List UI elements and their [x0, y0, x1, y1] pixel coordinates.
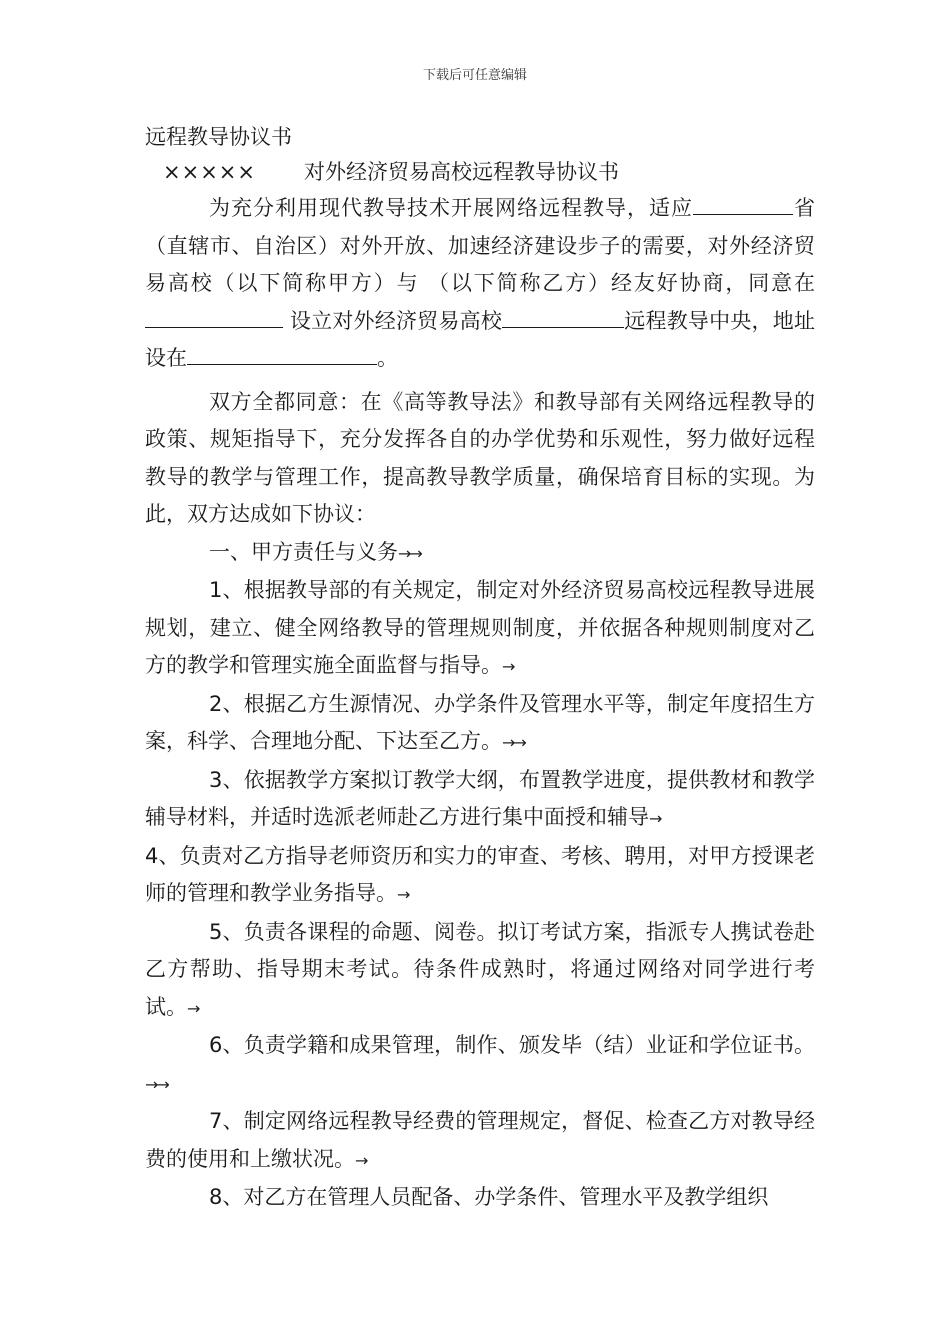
list-item: 1、根据教导部的有关规定，制定对外经济贸易高校远程教导进展规划，建立、健全网络教导的管理规则制度，并依据各种规则制度对乙方的教学和管理实施全面监督与指导。→ — [145, 578, 815, 677]
intro-part1: 为充分利用现代教导技术开展网络远程教导，适应 — [209, 196, 693, 220]
address-blank — [187, 340, 377, 365]
arrow-mark: → — [502, 657, 514, 676]
arrow-mark: → — [355, 1150, 367, 1170]
document-subtitle — [145, 154, 815, 190]
list-item: 2、根据乙方生源情况、办学条件及管理水平等，制定年度招生方案，科学、合理地分配、下达至乙方。→→ — [145, 691, 815, 753]
intro-part2: 省（直辖市、自治区）对外开放、加速经济建设步子的需要，对外经济贸易高校（以下简称甲方）与 （以下简称乙方）经友好协商，同意在 — [145, 196, 815, 295]
list-item: 3、依据教学方案拟订教学大纲，布置教学进度，提供教材和教学辅导材料，并适时选派老师赴乙方进行集中面授和辅导→ — [145, 767, 815, 829]
arrow-mark: → — [649, 809, 661, 828]
list-item: 6、负责学籍和成果管理，制作、颁发毕（结）业证和学位证书。→→ — [145, 1033, 815, 1094]
location-blank — [145, 303, 283, 328]
list-item: 4、负责对乙方指导老师资历和实力的审查、考核、聘用，对甲方授课老师的管理和教学业务指导。→ — [145, 843, 815, 905]
list-item: 7、制定网络远程教导经费的管理规定，督促、检查乙方对教导经费的使用和上缴状况。→ — [145, 1109, 815, 1171]
list-item: 8、对乙方在管理人员配备、办学条件、管理水平及教学组织 — [209, 1185, 769, 1209]
arrow-mark: →→ — [398, 543, 421, 563]
arrow-mark: → — [397, 885, 409, 904]
document-body — [145, 120, 815, 1217]
list-item: 5、负责各课程的命题、阅卷。拟订考试方案，指派专人携试卷赴乙方帮助、指导期末考试。待条件成熟时，将通过网络对同学进行考试。→ — [145, 919, 815, 1019]
arrow-mark: →→ — [145, 1074, 168, 1094]
arrow-mark: →→ — [502, 733, 525, 752]
intro-paragraph — [145, 190, 815, 378]
intro-part3: 设立对外经济贸易高校 — [283, 308, 503, 333]
agreement-paragraph: 双方全都同意：在《高等教导法》和教导部有关网络远程教导的政策、规矩指导下，充分发挥各自的办学优势和乐观性，努力做好远程教导的教学与管理工作，提高教导教学质量，确保培育目标的实现。为此，双方达成如下协议： — [145, 389, 815, 526]
subtitle-text: 对外经济贸易高校远程教导协议书 — [303, 160, 619, 184]
intro-part5: 。 — [377, 346, 398, 370]
center-name-blank — [502, 303, 624, 328]
page-header-note: 下载后可任意编辑 — [422, 68, 527, 83]
arrow-mark: → — [187, 998, 199, 1018]
province-blank — [693, 190, 793, 215]
section1-heading: 一、甲方责任与义务→→ — [209, 539, 421, 564]
document-title: 远程教导协议书 — [145, 125, 292, 149]
subtitle-marks: ××××× — [163, 160, 256, 184]
intro-part4: 远程教导中央，地址设在 — [145, 308, 815, 370]
